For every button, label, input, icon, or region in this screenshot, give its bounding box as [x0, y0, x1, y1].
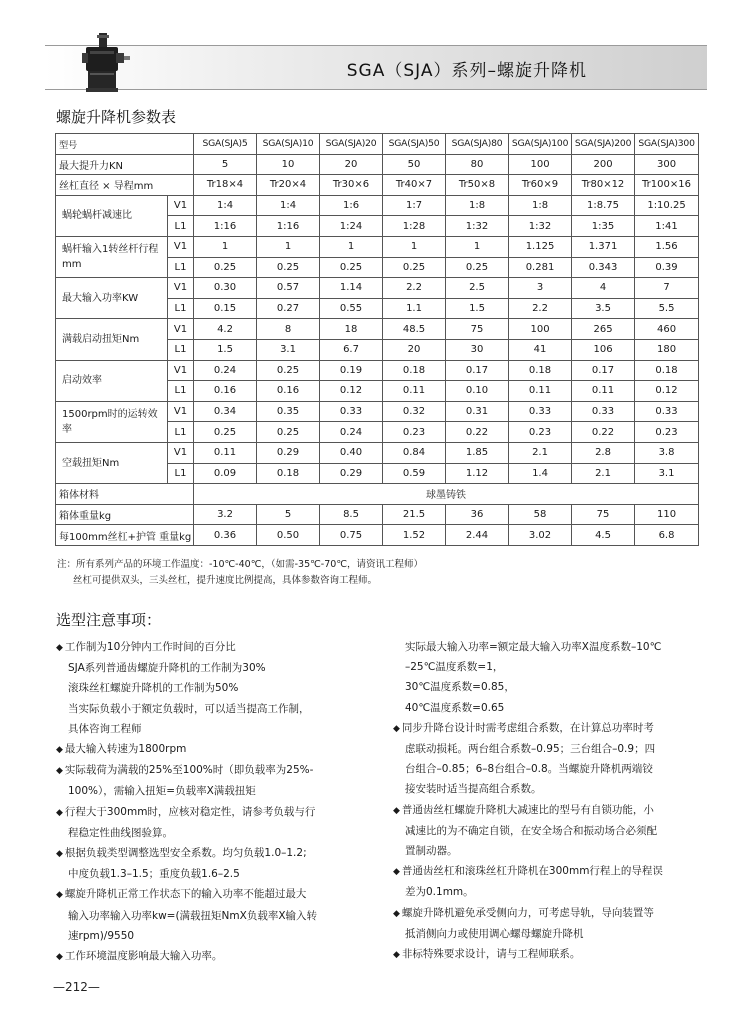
table-cell: Tr100×16: [635, 175, 699, 196]
table-cell: 0.11: [194, 442, 257, 463]
table-cell: 1.125: [509, 236, 572, 257]
bullet-item: ◆ 工作环境温度影响最大输入功率。: [56, 946, 317, 967]
table-cell: 0.29: [257, 442, 320, 463]
table-cell: 0.34: [194, 401, 257, 422]
bullet-continuation: 抵消侧向力或使用调心螺母螺旋升降机: [405, 927, 584, 940]
sub-label: V1: [168, 401, 194, 422]
sub-label: L1: [168, 422, 194, 443]
table-cell: 2.44: [446, 525, 509, 546]
sub-label: V1: [168, 360, 194, 381]
bullet-continuation: SJA系列普通齿螺旋升降机的工作制为30%: [68, 662, 266, 675]
table-cell: 18: [320, 319, 383, 340]
table-cell: Tr80×12: [572, 175, 635, 196]
table-cell: 0.75: [320, 525, 383, 546]
sub-label: V1: [168, 442, 194, 463]
sub-label: L1: [168, 463, 194, 484]
note-line-1: 注：所有系列产品的环境工作温度：-10℃-40℃，（如需-35℃-70℃，请资讯工程师）: [57, 559, 423, 570]
table-cell: 2.2: [383, 278, 446, 299]
table-cell: 0.10: [446, 381, 509, 402]
series-title: SGA（SJA）系列–螺旋升降机: [346, 61, 587, 81]
table-cell: 0.23: [635, 422, 699, 443]
group-label: 最大输入功率KW: [56, 278, 168, 319]
table-cell: 1.52: [383, 525, 446, 546]
note-line-2: 丝杠可提供双头，三头丝杠，提升速度比例提高，具体参数咨询工程师。: [73, 575, 378, 586]
table-cell: 0.11: [572, 381, 635, 402]
model-header: SGA(SJA)50: [383, 134, 446, 155]
page-number: —212—: [53, 980, 100, 994]
bullet-item: ◆ 螺旋升降机避免承受侧向力，可考虑导轨，导向装置等: [393, 903, 663, 924]
table-cell: 0.23: [383, 422, 446, 443]
table-cell: 58: [509, 504, 572, 525]
table-cell: 0.32: [383, 401, 446, 422]
table-row: [56, 360, 699, 381]
table-cell: 1.4: [509, 463, 572, 484]
table-cell: 80: [446, 154, 509, 175]
bullet-item: ◆ 行程大于300mm时，应核对稳定性，请参考负载与行: [56, 802, 317, 823]
table-cell: 1:24: [320, 216, 383, 237]
table-cell: 1: [257, 236, 320, 257]
table-row: [56, 154, 699, 175]
table-cell: 0.22: [572, 422, 635, 443]
screw-jack-product-image: [72, 33, 132, 93]
table-cell: 1:41: [635, 216, 699, 237]
table-cell: 36: [446, 504, 509, 525]
table-cell: 0.27: [257, 298, 320, 319]
table-cell: 0.11: [383, 381, 446, 402]
table-cell: 1:6: [320, 195, 383, 216]
table-cell: 3.8: [635, 442, 699, 463]
table-cell: 0.18: [383, 360, 446, 381]
table-cell: Tr60×9: [509, 175, 572, 196]
table-cell: 1:16: [257, 216, 320, 237]
group-label: 蜗轮蜗杆减速比: [56, 195, 168, 236]
table-cell: 0.25: [257, 360, 320, 381]
table-cell: 1: [383, 236, 446, 257]
sub-label: L1: [168, 257, 194, 278]
table-cell: 0.281: [509, 257, 572, 278]
table-cell: 2.8: [572, 442, 635, 463]
group-label: 1500rpm时的运转效率: [56, 401, 168, 442]
table-cell: 1.14: [320, 278, 383, 299]
parameter-table: [55, 133, 699, 546]
model-header: SGA(SJA)10: [257, 134, 320, 155]
bullet-item: ◆ 螺旋升降机正常工作状态下的输入功率不能超过最大: [56, 884, 317, 905]
table-cell: 1:7: [383, 195, 446, 216]
table-cell: 1.56: [635, 236, 699, 257]
table-cell: 0.55: [320, 298, 383, 319]
bullet-item: ◆ 普通齿丝杠螺旋升降机大减速比的型号有自锁功能，小: [393, 800, 663, 821]
table-cell: 1.1: [383, 298, 446, 319]
table-cell: 0.19: [320, 360, 383, 381]
table-cell: 21.5: [383, 504, 446, 525]
table-cell: 100: [509, 154, 572, 175]
row-label: 箱体材料: [56, 484, 194, 505]
bullet-item: ◆ 根据负载类型调整选型安全系数。均匀负载1.0–1.2;: [56, 843, 317, 864]
table-row: [56, 484, 699, 505]
table-cell: 75: [572, 504, 635, 525]
table-cell: 0.18: [257, 463, 320, 484]
table-cell: 3.1: [257, 339, 320, 360]
bullet-continuation: 速rpm)/9550: [68, 929, 135, 942]
table-cell: 5: [257, 504, 320, 525]
selection-right-column: [393, 637, 663, 965]
table-cell: 0.11: [509, 381, 572, 402]
table-cell: 1:4: [257, 195, 320, 216]
table-cell: 0.12: [320, 381, 383, 402]
sub-label: V1: [168, 195, 194, 216]
table-cell: 0.15: [194, 298, 257, 319]
group-label: 空载扭矩Nm: [56, 442, 168, 483]
table-cell: 0.25: [383, 257, 446, 278]
bullet-item: ◆ 实际载荷为满载的25%至100%时（即负载率为25%-: [56, 760, 317, 781]
table-cell: Tr18×4: [194, 175, 257, 196]
table-row: [56, 504, 699, 525]
group-label: 启动效率: [56, 360, 168, 401]
bullet-continuation: 100%），需输入扭矩=负载率X满载扭矩: [68, 785, 256, 798]
table-cell: Tr30×6: [320, 175, 383, 196]
table-cell: 5.5: [635, 298, 699, 319]
table-cell: 0.33: [509, 401, 572, 422]
table-cell: 0.18: [635, 360, 699, 381]
table-cell: 5: [194, 154, 257, 175]
table-cell: 1.5: [446, 298, 509, 319]
table-cell: 265: [572, 319, 635, 340]
table-row: [56, 525, 699, 546]
table-cell: 0.35: [257, 401, 320, 422]
table-cell: 8.5: [320, 504, 383, 525]
table-cell: 2.1: [572, 463, 635, 484]
sub-label: L1: [168, 298, 194, 319]
model-header: SGA(SJA)5: [194, 134, 257, 155]
table-cell: 0.24: [320, 422, 383, 443]
table-cell: 0.343: [572, 257, 635, 278]
table-cell: 0.30: [194, 278, 257, 299]
table-cell: 1: [194, 236, 257, 257]
table-cell: 3.1: [635, 463, 699, 484]
table-cell: 1:4: [194, 195, 257, 216]
bullet-item: ◆ 普通齿丝杠和滚珠丝杠升降机在300mm行程上的导程误: [393, 861, 663, 882]
table-cell: 0.31: [446, 401, 509, 422]
table-row: [56, 134, 699, 155]
bullet-item: ◆ 同步升降台设计时需考虑组合系数，在计算总功率时考: [393, 718, 663, 739]
table-cell: 0.25: [194, 257, 257, 278]
bullet-continuation: 当实际负载小于额定负载时，可以适当提高工作制，: [68, 702, 310, 715]
row-label: 每100mm丝杠+护管 重量kg: [56, 525, 194, 546]
sub-label: L1: [168, 339, 194, 360]
table-row: [56, 442, 699, 463]
table-cell: 300: [635, 154, 699, 175]
table-cell: 0.84: [383, 442, 446, 463]
selection-left-column: [56, 637, 317, 967]
table-cell: 1.85: [446, 442, 509, 463]
table-cell: 48.5: [383, 319, 446, 340]
table-cell: 0.25: [446, 257, 509, 278]
row-label: 型号: [56, 134, 194, 155]
table-cell: 0.33: [572, 401, 635, 422]
table-cell: 0.33: [320, 401, 383, 422]
table-cell: 200: [572, 154, 635, 175]
bullet-continuation: 30℃温度系数=0.85，: [405, 681, 515, 694]
table-cell: 1:16: [194, 216, 257, 237]
model-header: SGA(SJA)100: [509, 134, 572, 155]
row-label: 最大提升力KN: [56, 154, 194, 175]
table-cell: 10: [257, 154, 320, 175]
table-cell: 20: [383, 339, 446, 360]
table-cell: 1.371: [572, 236, 635, 257]
table-cell: 0.50: [257, 525, 320, 546]
table-cell: 0.57: [257, 278, 320, 299]
sub-label: V1: [168, 278, 194, 299]
table-row: [56, 236, 699, 257]
table-cell: 1:8: [509, 195, 572, 216]
table-cell: 0.59: [383, 463, 446, 484]
table-cell: Tr50×8: [446, 175, 509, 196]
bullet-continuation: –25℃温度系数=1，: [405, 661, 504, 674]
table-row: [56, 278, 699, 299]
table-cell: 8: [257, 319, 320, 340]
table-cell: 1:28: [383, 216, 446, 237]
table-row: [56, 195, 699, 216]
sub-label: L1: [168, 381, 194, 402]
table-cell: 0.23: [509, 422, 572, 443]
bullet-continuation: 减速比的为不确定自锁，在安全场合和振动场合必须配: [405, 824, 657, 837]
table-cell: 0.39: [635, 257, 699, 278]
table-cell: 1:35: [572, 216, 635, 237]
table-cell: 1:32: [446, 216, 509, 237]
bullet-continuation: 40℃温度系数=0.65: [405, 701, 505, 714]
bullet-continuation: 虑联动损耗。两台组合系数–0.95；三台组合–0.9；四: [405, 743, 656, 756]
table-cell: 0.22: [446, 422, 509, 443]
table-cell: 100: [509, 319, 572, 340]
sub-label: V1: [168, 319, 194, 340]
group-label: 蜗杆输入1转丝杆行程mm: [56, 236, 168, 277]
table-cell: 0.25: [257, 257, 320, 278]
material-value: 球墨铸铁: [194, 484, 699, 505]
sub-label: L1: [168, 216, 194, 237]
table-cell: 0.16: [194, 381, 257, 402]
table-cell: 460: [635, 319, 699, 340]
table-cell: 0.25: [194, 422, 257, 443]
bullet-item: ◆ 工作制为10分钟内工作时间的百分比: [56, 637, 317, 658]
table-cell: 0.18: [509, 360, 572, 381]
table-cell: 0.09: [194, 463, 257, 484]
table-cell: 3.2: [194, 504, 257, 525]
bullet-continuation: 输入功率输入功率kw=(满载扭矩NmX负载率X输入转: [68, 909, 318, 922]
bullet-item: ◆ 最大输入转速为1800rpm: [56, 739, 317, 760]
table-cell: Tr40×7: [383, 175, 446, 196]
table-cell: 3.02: [509, 525, 572, 546]
bullet-item: ◆ 非标特殊要求设计，请与工程师联系。: [393, 944, 663, 965]
bullet-continuation: 置制动器。: [405, 845, 458, 858]
table-cell: 3.5: [572, 298, 635, 319]
bullet-continuation: 差为0.1mm。: [405, 886, 474, 899]
table-cell: 6.7: [320, 339, 383, 360]
bullet-continuation: 程稳定性曲线图验算。: [68, 826, 173, 839]
table-row: [56, 401, 699, 422]
table-cell: 1: [320, 236, 383, 257]
table-cell: 1:8.75: [572, 195, 635, 216]
table-cell: 4.2: [194, 319, 257, 340]
bullet-continuation: 接安装时适当提高组合系数。: [405, 783, 542, 796]
bullet-continuation: 实际最大输入功率=额定最大输入功率X温度系数–10℃: [405, 641, 662, 653]
model-header: SGA(SJA)20: [320, 134, 383, 155]
header-band: [45, 45, 707, 90]
table-cell: 180: [635, 339, 699, 360]
table-cell: 0.36: [194, 525, 257, 546]
table-cell: 1:8: [446, 195, 509, 216]
model-header: SGA(SJA)200: [572, 134, 635, 155]
table-cell: 20: [320, 154, 383, 175]
group-label: 满载启动扭矩Nm: [56, 319, 168, 360]
model-header: SGA(SJA)300: [635, 134, 699, 155]
table-cell: 1: [446, 236, 509, 257]
table-cell: 1.12: [446, 463, 509, 484]
bullet-continuation: 滚珠丝杠螺旋升降机的工作制为50%: [68, 682, 239, 695]
model-header: SGA(SJA)80: [446, 134, 509, 155]
table-cell: 30: [446, 339, 509, 360]
table-cell: 0.40: [320, 442, 383, 463]
table-cell: 110: [635, 504, 699, 525]
table-cell: 4.5: [572, 525, 635, 546]
table-cell: 2.1: [509, 442, 572, 463]
sub-label: V1: [168, 236, 194, 257]
table-cell: 0.25: [320, 257, 383, 278]
table-cell: 1:32: [509, 216, 572, 237]
table-cell: 2.5: [446, 278, 509, 299]
table-cell: 0.29: [320, 463, 383, 484]
table-cell: 50: [383, 154, 446, 175]
table-cell: 0.17: [446, 360, 509, 381]
table-cell: 7: [635, 278, 699, 299]
table-title: 螺旋升降机参数表: [56, 108, 177, 126]
table-cell: 0.12: [635, 381, 699, 402]
bullet-continuation: 台组合–0.85；6–8台组合–0.8。当螺旋升降机两端铰: [405, 763, 653, 776]
table-cell: 1.5: [194, 339, 257, 360]
table-cell: 75: [446, 319, 509, 340]
row-label: 丝杠直径 × 导程mm: [56, 175, 194, 196]
table-cell: 0.25: [257, 422, 320, 443]
bullet-continuation: 具体咨询工程师: [68, 722, 142, 735]
table-cell: 4: [572, 278, 635, 299]
table-cell: 1:10.25: [635, 195, 699, 216]
bullet-continuation: 中度负载1.3–1.5；重度负载1.6–2.5: [68, 868, 240, 881]
table-cell: 41: [509, 339, 572, 360]
table-cell: 0.16: [257, 381, 320, 402]
table-cell: 2.2: [509, 298, 572, 319]
table-cell: 3: [509, 278, 572, 299]
table-cell: Tr20×4: [257, 175, 320, 196]
table-cell: 0.33: [635, 401, 699, 422]
table-cell: 0.17: [572, 360, 635, 381]
table-row: [56, 175, 699, 196]
table-cell: 6.8: [635, 525, 699, 546]
table-row: [56, 319, 699, 340]
selection-title: 选型注意事项：: [56, 611, 162, 629]
table-cell: 0.24: [194, 360, 257, 381]
table-cell: 106: [572, 339, 635, 360]
row-label: 箱体重量kg: [56, 504, 194, 525]
